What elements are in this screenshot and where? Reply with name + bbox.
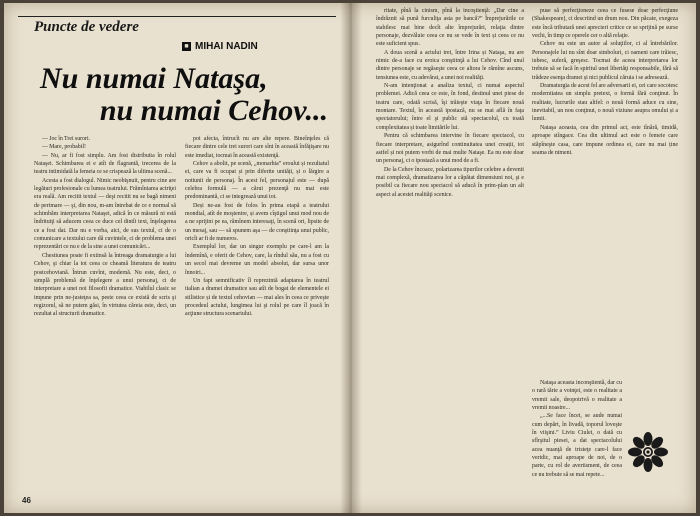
- paragraph: Acesta a fost dialogul. Nimic neobişnuit, pentru cine are legături profesionale cu lumea teatrului. Frămîntarea actriţei era reală. Am recitit textul — deşi recitit nu se bagă nimeni de perimare — şi, din nou, m-am întrebat de ce e normal să schimbăm interpretarea Nataşei, adică în ce măsură ni estă îndrituiţi să aducem ceea ce duce cel dintîi text, înţelegerea ce a fost dat. Dar nu e vorba, aici, de sus textul, ci de o comunicare a textului care dă cuvintele, ci de problema unei reprezentări ce nu e de la sine a unei comunicări...: [34, 177, 176, 251]
- paragraph: „...Se face încet, se aude numai cum depărt, în livadă, toporul loveşte în viişini.” Liviu Ciulei, o dată cu sfîrşitul piesei, a dat spectacolului acea nuanţă de tristeţe care-l face veridic, mai aproape de noi, de o parte, cu rol de avertisment, de ceea ce nu trebuie să se mai repete...: [532, 413, 622, 478]
- paragraph: Nataşa aceasta inconştientă, dar cu o rară tărie a voinţei, este o realitate a vremii sale, deopotrivă o realitate a vremii noastre...: [532, 380, 622, 412]
- author-name: MIHAI NADIN: [195, 41, 258, 52]
- paragraph: — Joc în Trei surori.: [42, 136, 91, 142]
- flower-ornament-icon: [626, 430, 670, 474]
- paragraph: — Mare, probabil!: [42, 144, 86, 151]
- author-byline: [182, 41, 258, 52]
- page-number: 46: [22, 496, 31, 505]
- article-column-1: [34, 135, 176, 485]
- paragraph: N-am intenţionat a analiza textul, ci numai aspectul problemei. Adică ceea ce este, în fond, destinul unei piese de teatru care, odată scrisă, îşi trăieşte viaţa în fiecare nouă montare. Textul, în această ipostază, nu se mai află în faţa spectatorului; între el şi public stă spectacolul, cu toată complexitatea și toate limitările lui.: [376, 83, 524, 131]
- paragraph: pot afecta, întrucît nu are alte repere. Bineînţeles că fiecare dintre cele trei surori care sînt în această înfăţişare nu este imediat, tocmai în această existenţă.: [185, 136, 329, 159]
- article-column-3: [376, 7, 524, 497]
- paragraph: Cehov nu este un autor al soluţiilor, ci al întrebărilor. Personajele lui nu sînt doar simboluri, ci oameni care trăiesc, iubesc, suferă, greşesc. Tocmai de aceea interpretarea lor trebuie să se facă în spiritul unei libertăţi responsabile, fără să trădeze esenţa dramei și nici publicul căruia i se adresează.: [532, 41, 678, 81]
- paragraph: puse să perfecţioneze ceea ce fusese doar perfecţiune (Shakespeare), ci descriind un drum nou. Din păcate, exegeza este încă tributară unei aprecieri critice ce se sprijină pe surse vechi, în timp ce operele cer o altă relaţie.: [532, 8, 678, 40]
- page-gutter: [340, 3, 362, 513]
- paragraph: Nataşa aceasta, cea din primul act, este tînără, timidă, aproape stîngace. Cea din ultimul act este o femeie care stăpîneşte casa, care impune ordinea ei, care nu mai ține seama de nimeni.: [532, 124, 678, 156]
- paragraph: A doua scenă a actului trei, între Irina și Nataşa, nu are nimic de-a face cu eroica conştiinţă a lui Cehov. Cînd unul dintre personaje se regăseşte ceea ce altora le rămîne ascuns, tensiunea este, cu adevărat, a unei noi realităţi.: [376, 49, 524, 81]
- paragraph: Pentru că schimbarea intervine în fiecare spectacol, cu fiecare interpretare, asigurînd continuitatea unei creații, tot astfel și noi putem vorbi de mai multe Nataşe. Ea nu este doar un personaj, ci o ipostază a unui mod de a fi.: [376, 133, 524, 165]
- paragraph: — Nu, ar fi fost simplu. Am fost distribuita în rolul Nataşei. Schimbarea ei e atît de flagrantă, trecerea de la teatru intimidată la femeia ce se crispează la ultima scenă...: [34, 152, 176, 176]
- paragraph: Cehov a abolit, pe scenă, „monarhia” eroului și rezultatul ei, care va fi ocupat și prin diferite unități, și o lărgire a notiunii de personaj. În acest fel, personajul este — după celebra formulă — a cărui prezenţă nu mai este predominantă, ci se integrează unui tot.: [185, 161, 329, 201]
- paragraph: Dramaturgia de acest fel are adversarii ei, cei care socotesc modernitatea un simplu pretext, o formă fără conţinut. În realitate, lucrurile stau altfel: o nouă formă aduce cu sine, inevitabil, un nou conţinut, o nouă viziune asupra omului și a lumii.: [532, 83, 678, 123]
- section-title: Puncte de vedere: [34, 19, 139, 35]
- square-bullet-icon: ■: [182, 42, 191, 51]
- paragraph: Chestiunea poate fi extinsă la întreaga dramaturgie a lui Cehov, şi chiar la tot ceea ce cheamă literatura de teatru postcehoviană. Întrun cuvînt, modernă. Nu este, deci, o simplă problemă de înţelegere a unui personaj, ci de interpretare a unei noi filosofii dramatice. Viabilul clasic se impune prin ne-justeţea sa, peste ceea ce există de scris şi regizorul, să ne putem găsi, în virtutea căreia este, deci, un rezultat al structurii dramatice.: [34, 252, 176, 318]
- paragraph: Deși ne-au fost de folos în prima etapă a teatrului mondial, atît de moştenire, și avem cîştigul unui mod nou de a ne sprijini pe ea, rămînem interesaţi, în scenă ori, lipsite de un mesaj, sau — să spunem aşa — de conştiinţa unui public, oricît ar fi de numeros.: [185, 202, 329, 243]
- headline-line-1: Nu numai Nataşa,: [40, 62, 268, 95]
- paragraph: Un fapt semnificativ îl reprezintă adaptarea în teatrul italian a dramei dramatice sau atît de bogat de elementele ei stilistice și de textul cehovian — mai ales în ceea ce priveşte procedeul actului, lungimea lui şi rolul pe care îl joacă în acţiune structura scenariului.: [185, 277, 329, 318]
- headline-line-2: nu numai Cehov...: [99, 93, 328, 127]
- article-column-2: [185, 135, 329, 485]
- paragraph: De la Cehov încoace, polarizarea tipurilor celebre a devenit mai complexă, dramatizarea lor a căpătat dimensiuni noi, şi e posibil ca fiecare nou spectacol să aducă în prim-plan un alt aspect al acestei realităţi scenice.: [376, 166, 524, 198]
- magazine-spread: [4, 3, 696, 513]
- article-column-4-end: [532, 379, 622, 479]
- article-headline: [20, 63, 336, 126]
- top-rule: [18, 16, 336, 17]
- paragraph: ritate, pînă la cinism, pînă la incoştienţă: „Dar cine a îndrăznit să pună furculiţa asta pe bancă?” Împrejurările ce stabilesc mai bine decît alte împrejurări, relaţia dintre personaje, dezvăluie ceea ce nu se vede în text și ceea ce nu este suficient spus.: [376, 8, 524, 48]
- article-column-4: [532, 7, 678, 375]
- paragraph: Exemplul lor, dar un singur exemplu pe care-l am la îndemînă, e oferit de Cehov, care, la rîndul său, nu a fost cu un secol mai devreme un model absolut, dar sursa unor înnoiri...: [185, 244, 329, 276]
